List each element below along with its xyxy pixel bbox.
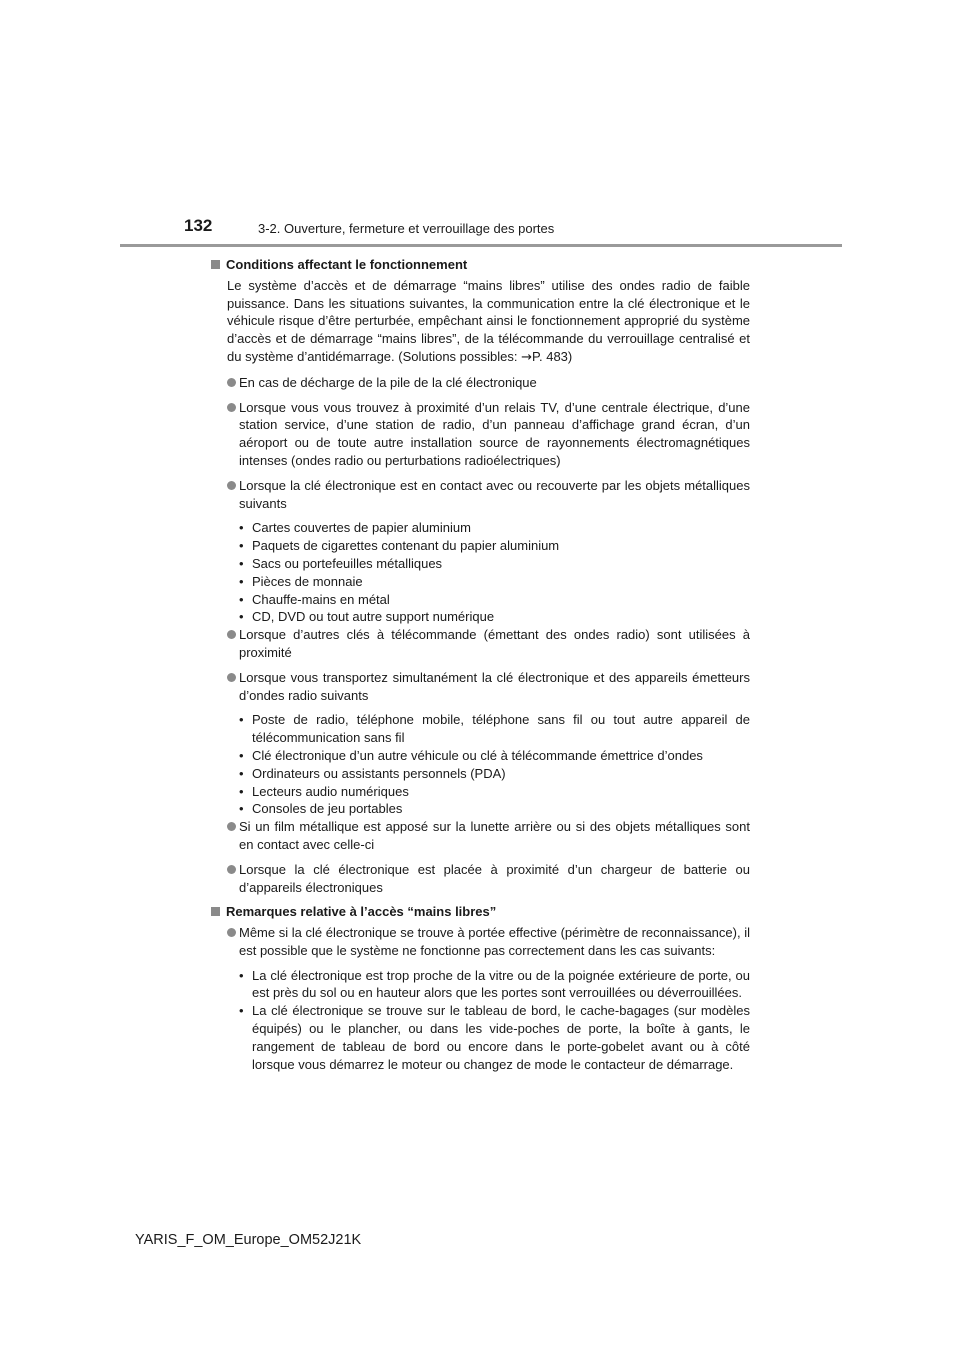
metal-objects-list <box>211 519 750 626</box>
cases-list <box>211 967 750 1074</box>
sub-list-text: La clé électronique est trop proche de la vitre ou de la poignée extérieure de porte, ou est près du sol ou en hauteur alors que les portes sont verrouillées ou déverrouillées. <box>252 967 750 1001</box>
list-item <box>227 924 750 960</box>
section-heading-conditions <box>211 256 750 274</box>
sub-list-text: Cartes couvertes de papier aluminium <box>252 520 471 536</box>
page-content <box>211 256 750 1073</box>
sub-list-item: • La clé électronique se trouve sur le tableau de bord, le cache-bagages (sur modèles équipés) ou le plancher, ou dans les vide-poches de porte, la boîte à gants, le rangement de tableau de bord ou encore dans le porte-gobelet avant ou à côté lorsque vous démarrez le moteur ou changez de mode le contacteur de démarrage. <box>239 1003 750 1072</box>
list-item-text: Même si la clé électronique se trouve à portée effective (périmètre de reconnaissance), il est possible que le système ne fonctionne pas correctement dans les cas suivants: <box>239 925 750 958</box>
page-reference-link[interactable]: P. 483) <box>532 348 573 364</box>
sub-list-item: • Paquets de cigarettes contenant du papier aluminium <box>239 538 560 554</box>
document-code-footer: YARIS_F_OM_Europe_OM52J21K <box>135 1232 362 1248</box>
sub-list-text: Lecteurs audio numériques <box>252 783 409 799</box>
section-title: 3-2. Ouverture, fermeture et verrouillage des portes <box>258 221 555 236</box>
sub-list-text: Sacs ou portefeuilles métalliques <box>252 555 443 571</box>
list-item <box>227 626 750 662</box>
circle-bullet-icon <box>227 822 236 831</box>
sub-list-item: • Lecteurs audio numériques <box>239 783 409 799</box>
list-item <box>227 374 750 392</box>
sub-list-item: • Chauffe-mains en métal <box>239 591 390 607</box>
square-bullet-icon <box>211 907 220 916</box>
list-item-text: Lorsque la clé électronique est en contact avec ou recouverte par les objets métalliques suivants <box>239 477 750 511</box>
list-item-text: Lorsque vous transportez simultanément la clé électronique et des appareils émetteurs d’ondes radio suivants <box>239 669 750 703</box>
sub-list-text: Paquets de cigarettes contenant du papier aluminium <box>252 538 560 554</box>
circle-bullet-icon <box>227 673 236 682</box>
list-item <box>227 399 750 470</box>
square-bullet-icon <box>211 260 220 269</box>
list-item <box>227 477 750 513</box>
sub-list-text: Poste de radio, téléphone mobile, téléphone sans fil ou tout autre appareil de télécommunication sans fil <box>252 712 750 746</box>
list-item-text: En cas de décharge de la pile de la clé électronique <box>239 374 537 390</box>
circle-bullet-icon <box>227 378 236 387</box>
sub-list-item: • Sacs ou portefeuilles métalliques <box>239 555 443 571</box>
circle-bullet-icon <box>227 630 236 639</box>
sub-list-item: • Clé électronique d’un autre véhicule ou clé à télécommande émettrice d’ondes <box>239 747 703 763</box>
circle-bullet-icon <box>227 865 236 874</box>
sub-list-text: CD, DVD ou tout autre support numérique <box>252 609 495 625</box>
list-item-text: Lorsque la clé électronique est placée à proximité d’un chargeur de batterie ou d’appareils électroniques <box>239 861 750 895</box>
arrow-icon: → <box>521 349 532 365</box>
sub-list-text: La clé électronique se trouve sur le tableau de bord, le cache-bagages (sur modèles équipés) ou le plancher, ou dans les vide-poches de porte, la boîte à gants, le rangement de tableau de bord ou encore dans le porte-gobelet avant ou à côté lorsque vous démarrez le moteur ou changez de mode le contacteur de démarrage. <box>252 1003 750 1072</box>
list-item <box>227 818 750 854</box>
section-heading-remarks <box>211 903 750 921</box>
circle-bullet-icon <box>227 928 236 937</box>
sub-list-item: • Consoles de jeu portables <box>239 801 403 817</box>
sub-list-item: • La clé électronique est trop proche de la vitre ou de la poignée extérieure de porte, ou est près du sol ou en hauteur alors que les portes sont verrouillées ou déverrouillées. <box>239 967 750 1001</box>
intro-text: Le système d’accès et de démarrage “mains libres” utilise des ondes radio de faible puissance. Dans les situations suivantes, la communication entre la clé électronique et le véhicule risque d’être perturbée, empêchant ainsi le fonctionnement approprié du système d’accès et de démarrage “mains libres”, de la télécommande du verrouillage centralisé et du système d’antidémarrage. (Solutions possibles: <box>227 277 750 364</box>
heading-text: Remarques relative à l’accès “mains libres” <box>226 904 497 920</box>
sub-list-item: • Poste de radio, téléphone mobile, téléphone sans fil ou tout autre appareil de télécommunication sans fil <box>239 712 750 746</box>
list-item-text: Si un film métallique est apposé sur la lunette arrière ou si des objets métalliques sont en contact avec celle-ci <box>239 819 750 852</box>
sub-list-text: Ordinateurs ou assistants personnels (PDA) <box>252 765 506 781</box>
sub-list-item: • CD, DVD ou tout autre support numérique <box>239 609 495 625</box>
list-item <box>227 861 750 897</box>
intro-paragraph <box>227 277 750 367</box>
list-item-text: Lorsque d’autres clés à télécommande (émettant des ondes radio) sont utilisées à proximité <box>239 627 750 660</box>
sub-list-text: Pièces de monnaie <box>252 573 363 589</box>
sub-list-text: Clé électronique d’un autre véhicule ou clé à télécommande émettrice d’ondes <box>252 747 703 763</box>
sub-list-text: Chauffe-mains en métal <box>252 591 390 607</box>
page-number: 132 <box>184 216 213 235</box>
circle-bullet-icon <box>227 481 236 490</box>
sub-list-item: • Ordinateurs ou assistants personnels (PDA) <box>239 765 506 781</box>
sub-list-text: Consoles de jeu portables <box>252 801 403 817</box>
sub-list-item: • Cartes couvertes de papier aluminium <box>239 520 471 536</box>
radio-devices-list <box>211 711 750 818</box>
sub-list-item: • Pièces de monnaie <box>239 573 363 589</box>
heading-text: Conditions affectant le fonctionnement <box>226 257 468 272</box>
circle-bullet-icon <box>227 403 236 412</box>
list-item-text: Lorsque vous vous trouvez à proximité d’un relais TV, d’une centrale électrique, d’une station service, d’une station de radio, d’un panneau d’affichage grand écran, d’un aéroport ou de toute autre installation source de rayonnements électromagnétiques intenses (ondes radio ou perturbations radioélectriques) <box>239 399 750 468</box>
list-item <box>227 669 750 705</box>
header-divider <box>120 244 842 247</box>
